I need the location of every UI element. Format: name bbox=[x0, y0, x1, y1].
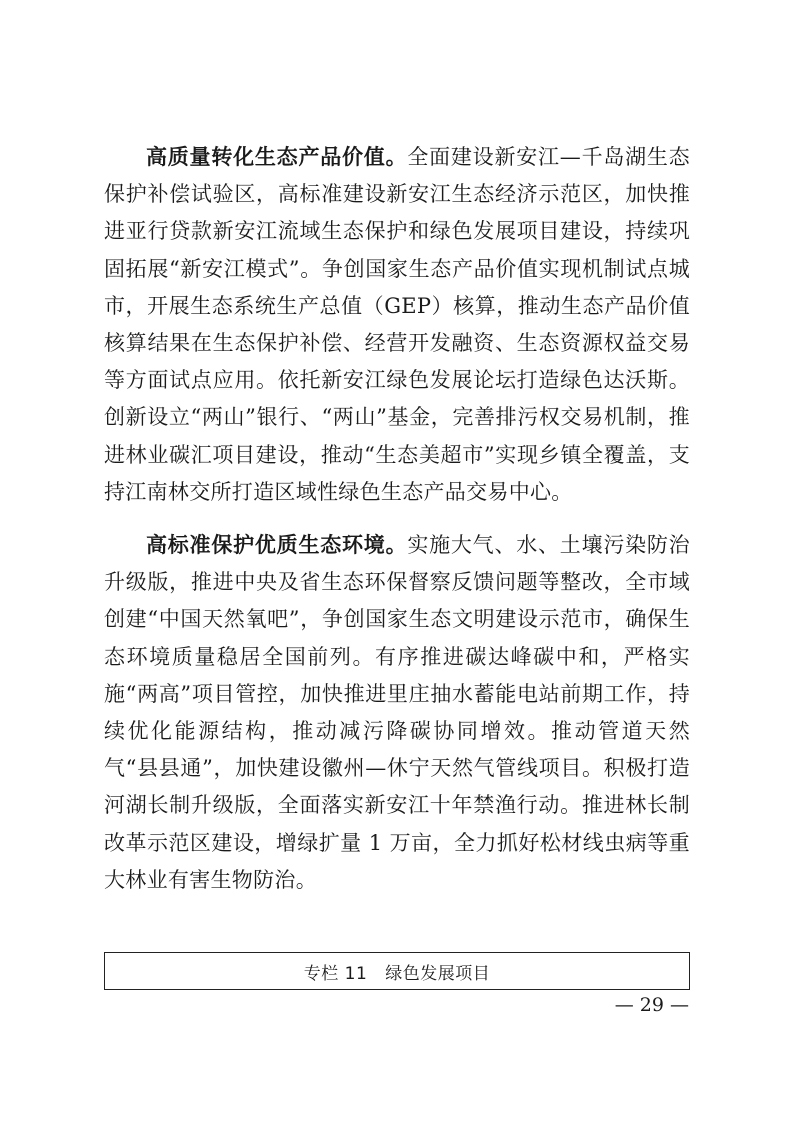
paragraph-ecological-environment bbox=[104, 527, 690, 899]
paragraph-heading: 高质量转化生态产品价值。 bbox=[146, 145, 408, 169]
column-box-title: 绿色发展项目 bbox=[385, 963, 491, 984]
page-number: — 29 — bbox=[614, 994, 689, 1016]
paragraph-ecological-product-value bbox=[104, 139, 690, 511]
paragraph-heading: 高标准保护优质生态环境。 bbox=[146, 533, 408, 557]
paragraph-body: 全面建设新安江—千岛湖生态保护补偿试验区，高标准建设新安江生态经济示范区，加快推进亚行贷款新安江流域生态保护和绿色发展项目建设，持续巩固拓展“新安江模式”。争创国家生态产品价值实现机制试点城市，开展生态系统生产总值（GEP）核算，推动生态产品价值核算结果在生态保护补偿、经营开发融资、生态资源权益交易等方面试点应用。依托新安江绿色发展论坛打造绿色达沃斯。创新设立“两山”银行、“两山”基金，完善排污权交易机制，推进林业碳汇项目建设，推动“生态美超市”实现乡镇全覆盖，支持江南林交所打造区域性绿色生态产品交易中心。 bbox=[104, 145, 690, 504]
column-box-label: 专栏 11 bbox=[303, 963, 368, 984]
column-box-header bbox=[104, 952, 690, 990]
paragraph-body: 实施大气、水、土壤污染防治升级版，推进中央及省生态环保督察反馈问题等整改，全市域创建“中国天然氧吧”，争创国家生态文明建设示范市，确保生态环境质量稳居全国前列。有序推进碳达峰碳中和，严格实施“两高”项目管控，加快推进里庄抽水蓄能电站前期工作，持续优化能源结构，推动减污降碳协同增效。推动管道天然气“县县通”，加快建设徽州—休宁天然气管线项目。积极打造河湖长制升级版，全面落实新安江十年禁渔行动。推进林长制改革示范区建设，增绿扩量 1 万亩，全力抓好松材线虫病等重大林业有害生物防治。 bbox=[104, 533, 690, 892]
